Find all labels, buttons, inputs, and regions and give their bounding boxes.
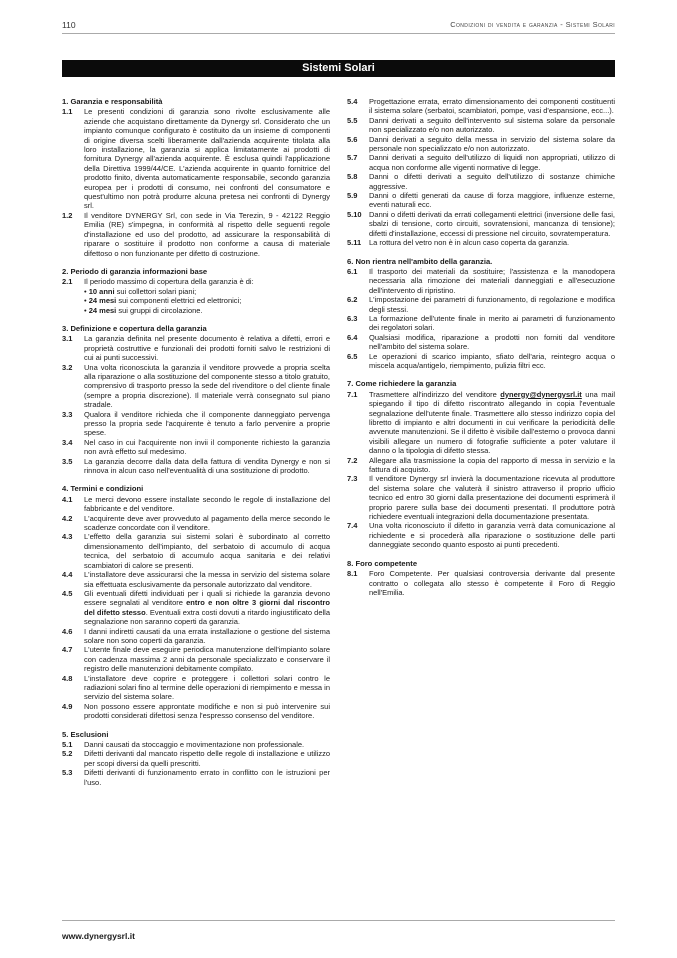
section-heading: 1. Garanzia e responsabilità bbox=[62, 97, 163, 106]
clause-number: 5.4 bbox=[347, 97, 358, 106]
clause-text: Il trasporto dei materiali da sostituire; l'assistenza e la manodopera necessaria alla rimozione dei materiali danneggiati e all'esecuzione dell'intervento di ripristino. bbox=[369, 266, 615, 295]
page-title: Sistemi Solari bbox=[302, 62, 375, 74]
clause-number: 7.4 bbox=[347, 521, 358, 531]
bullet-item: • 24 mesi sui componenti elettrici ed elettronici; bbox=[84, 296, 242, 306]
bullet-term: 24 mesi bbox=[88, 305, 117, 315]
clause-number: 5.2 bbox=[62, 749, 73, 759]
clause-number: 4.5 bbox=[62, 588, 73, 598]
clause-4.2 bbox=[62, 514, 330, 533]
clause-text: Danni o difetti derivati a seguito dell'utilizzo di sostanze chimiche aggressive. bbox=[369, 172, 615, 191]
clause-text: Le operazioni di scarico impianto, sfiato dell'aria, reintegro acqua o miscela acqua/antigelo, riempimento, pulizia filtri ecc. bbox=[369, 351, 615, 370]
clause-number: 3.3 bbox=[62, 409, 73, 419]
clause-text: Danni o difetti generati da cause di forza maggiore, influenze esterne, eventi naturali ecc. bbox=[369, 191, 615, 210]
clause-3.5 bbox=[62, 457, 330, 476]
clause-text: Non possono essere approntate modifiche e non si può intervenire sui prodotti considerati difettosi senza l'espresso consenso del venditore. bbox=[84, 701, 330, 721]
clause-5.1 bbox=[62, 740, 330, 749]
column-2 bbox=[347, 97, 615, 597]
clause-number: 6.3 bbox=[347, 313, 358, 323]
section-heading: 7. Come richiedere la garanzia bbox=[347, 379, 457, 389]
clause-text: Qualora il venditore richieda che il componente danneggiato pervenga presso la propria sede l'acquirente è tenuto a farlo pervenire a proprie spese. bbox=[84, 409, 330, 438]
clause-4.9 bbox=[62, 702, 330, 721]
clause-4.3 bbox=[62, 532, 330, 570]
clause-number: 6.1 bbox=[347, 266, 358, 276]
clause-6.5 bbox=[347, 352, 615, 371]
clause-3.3 bbox=[62, 410, 330, 438]
email-link[interactable]: dynergy@dynergysrl.it bbox=[500, 389, 582, 399]
clause-3.2 bbox=[62, 363, 330, 410]
clause-number: 6.2 bbox=[347, 295, 358, 305]
clause-number: 5.5 bbox=[347, 115, 358, 125]
clause-2.1 bbox=[62, 277, 330, 315]
clause-text: Danni derivati a seguito dell'intervento sul sistema solare da personale non specializzato e/o non autorizzato. bbox=[369, 115, 615, 135]
clause-1.2 bbox=[62, 211, 330, 258]
clause-5.4 bbox=[347, 97, 615, 116]
running-header-title: Condizioni di vendita e garanzia - Sistemi Solari bbox=[450, 20, 615, 29]
clause-number: 3.2 bbox=[62, 362, 73, 372]
section-heading: 6. Non rientra nell'ambito della garanzia. bbox=[347, 256, 493, 266]
clause-text: Danni derivati a seguito dell'utilizzo di liquidi non appropriati, utilizzo di acqua non conforme alle vigenti normative di legge. bbox=[369, 153, 615, 172]
clause-1.1 bbox=[62, 107, 330, 210]
clause-number: 5.3 bbox=[62, 768, 73, 778]
clause-text: La garanzia decorre dalla data della fattura di vendita Dynergy e non si rinnova in alcun caso nell'eventualità di una sostituzione di prodotto. bbox=[84, 456, 330, 476]
clause-7.2 bbox=[347, 456, 615, 475]
clause-number: 4.8 bbox=[62, 673, 73, 683]
clause-number: 6.5 bbox=[347, 351, 358, 361]
clause-7.3 bbox=[347, 474, 615, 521]
clause-number: 5.6 bbox=[347, 134, 358, 144]
clause-text: La formazione dell'utente finale in merito ai parametri di funzionamento dei regolatori solari. bbox=[369, 313, 615, 333]
clause-3.1 bbox=[62, 334, 330, 362]
clause-text: Foro Competente. Per qualsiasi controversia derivante dal presente contratto o collegata allo stesso è competente il Foro di Reggio nell'Emilia. bbox=[369, 569, 615, 597]
bullet-item: • 10 anni sui collettori solari piani; bbox=[84, 286, 197, 296]
clause-5.8 bbox=[347, 172, 615, 191]
clause-number: 4.1 bbox=[62, 494, 73, 504]
clause-text: Gli eventuali difetti individuati per i quali si richiede la garanzia devono essere segnalati al venditore entro e non oltre 3 giorni dal riscontro del difetto stesso. Eventuali extra costi dovuti a ritardo ingiustificato della segnalazione non saranno coperti da garanzia. bbox=[84, 588, 330, 627]
clause-number: 1.2 bbox=[62, 210, 73, 220]
clause-number: 5.10 bbox=[347, 209, 362, 219]
clause-number: 2.1 bbox=[62, 277, 73, 287]
clause-7.4 bbox=[347, 521, 615, 549]
bullet-term: 24 mesi bbox=[88, 296, 117, 306]
clause-text: L'installatore deve assicurarsi che la messa in servizio del sistema solare sia effettuata esclusivamente da personale autorizzato dal venditore. bbox=[84, 570, 330, 589]
clause-number: 3.4 bbox=[62, 437, 73, 447]
bullet-term: 10 anni bbox=[88, 286, 115, 296]
page-footer bbox=[62, 920, 615, 944]
clause-6.2 bbox=[347, 295, 615, 314]
emphasized-text: entro e non oltre 3 giorni dal riscontro del difetto stesso bbox=[84, 598, 330, 617]
clause-6.1 bbox=[347, 267, 615, 295]
clause-6.4 bbox=[347, 333, 615, 352]
clause-4.8 bbox=[62, 674, 330, 702]
clause-text: Il venditore Dynergy srl invierà la documentazione ricevuta al produttore del sistema solare che valuterà il sinistro attraverso il proprio ufficio tecnico ed entro 30 giorni dalla presentazione dei documenti esprimerà il proprio parere sulla base dei documenti presentati. Il produttore potrà richiedere eventuali integrazioni della documentazione presentata. bbox=[369, 474, 615, 522]
clause-7.1 bbox=[347, 390, 615, 456]
clause-number: 3.5 bbox=[62, 456, 73, 466]
clause-text: Le merci devono essere installate secondo le regole di installazione del fabbricante e del venditore. bbox=[84, 494, 330, 514]
clause-4.5 bbox=[62, 589, 330, 627]
clause-text: Difetti derivanti dal mancato rispetto delle regole di installazione e utilizzo per scopi diversi da quelli prescritti. bbox=[84, 749, 330, 768]
clause-number: 4.4 bbox=[62, 570, 73, 580]
clause-4.7 bbox=[62, 645, 330, 673]
clause-number: 4.6 bbox=[62, 626, 73, 636]
clause-text: La garanzia definita nel presente documento è relativa a difetti, errori e proprietà costruttive e funzionali dei prodotti forniti salvo le restrizioni di cui ai punti successivi. bbox=[84, 334, 330, 363]
clause-text: Le presenti condizioni di garanzia sono rivolte esclusivamente alle aziende che acquistano direttamente da Dynergy srl. Considerato che un impianto comunque configurato è costituito da un insieme di componenti di origine diversa scelti liberamente dall'azienda acquirente titolata alla loro installazione, la garanzia si applica limitatamente ai prodotti di fornitura Dynergy all'azienda acquirente. È esclusa quindi l'applicazione della Direttiva 1999/44/CE. L'azienda acquirente in quanto fornitrice del prodotto finito, diventa automaticamente responsabile, secondo garanzia europea per i prodotti di consumo, nei confronti del consumatore e quest'ultimo non potrà produrre alcuna pretesa nei confronti di Dynergy srl. bbox=[84, 107, 330, 211]
section-heading: 3. Definizione e copertura della garanzia bbox=[62, 323, 207, 333]
header-rule bbox=[62, 33, 615, 34]
clause-text: L'effetto della garanzia sui sistemi solari è subordinato al corretto dimensionamento dell'impianto, del serbatoio di accumulo di acqua tecnica, del serbatoio di accumulo acqua sanitaria e dei relativi scambiatori di calore se presenti. bbox=[84, 532, 330, 570]
clause-text: Progettazione errata, errato dimensionamento dei componenti costituenti il sistema solare (serbatoi, scambiatori, pompe, vasi d'espansione, ecc...). bbox=[369, 97, 615, 116]
clause-3.4 bbox=[62, 438, 330, 457]
running-header bbox=[62, 20, 615, 30]
clause-number: 7.3 bbox=[347, 474, 358, 484]
clause-text: Il venditore DYNERGY Srl, con sede in Via Terezin, 9 - 42122 Reggio Emilia (RE) s'impegna, in conformità al rispetto delle seguenti regole d'installazione ed uso del prodotto, ad assicurare la responsabilità di riparare o sostituire il prodotto non conforme a causa di materiale difettoso o non funzionante per difetto di costruzione. bbox=[84, 210, 330, 258]
clause-text: Nel caso in cui l'acquirente non invii il componente richiesto la garanzia non avrà effetto sul medesimo. bbox=[84, 437, 330, 457]
clause-text: Trasmettere all'indirizzo del venditore dynergy@dynergysrl.it una mail spiegando il tipo di difetto riscontrato allegando in copia l'eventuale segnalazione dell'utente finale. Trasmettere allo stesso indirizzo copia del libretto di impianto e altri documenti in cui verificare la periodicità delle avvenute manutenzioni. Se il difetto è visibile dall'esterno o provoca danni visibili allegare un numero di fotografie sufficiente a poter valutare il danno o la tipologia di difetto stessa. bbox=[369, 389, 615, 456]
clause-5.3 bbox=[62, 768, 330, 787]
clause-number: 7.2 bbox=[347, 455, 358, 465]
section-heading: 5. Esclusioni bbox=[62, 729, 109, 739]
footer-rule bbox=[62, 920, 615, 921]
clause-number: 4.9 bbox=[62, 701, 73, 711]
clause-text: Danni causati da stoccaggio e movimentazione non professionale. bbox=[84, 740, 305, 749]
clause-number: 6.4 bbox=[347, 332, 358, 342]
clause-text: Allegare alla trasmissione la copia del rapporto di messa in servizio e la fattura di acquisto. bbox=[369, 455, 615, 475]
title-banner bbox=[62, 60, 615, 77]
clause-text: Una volta riconosciuto il difetto in garanzia verrà data comunicazione al richiedente e si procederà alla riparazione o sostituzione delle parti danneggiate secondo quanto esposto ai punti precedenti. bbox=[369, 521, 615, 550]
clause-text: Difetti derivanti di funzionamento errato in conflitto con le istruzioni per l'uso. bbox=[84, 768, 330, 787]
content-columns bbox=[62, 97, 615, 920]
clause-text: Una volta riconosciuta la garanzia il venditore provvede a propria scelta alla riparazione o alla sostituzione del componente stesso a titolo gratuito, comprensivo di trasporto presso la sede del rivenditore o del cliente finale (sempre a propria discrezione). Il materiale verrà consegnato sul piano stradale. bbox=[84, 362, 330, 410]
clause-number: 5.7 bbox=[347, 153, 358, 163]
clause-text: L'utente finale deve eseguire periodica manutenzione dell'impianto solare con cadenza massima 2 anni da personale specializzato e conservare il registro delle manutenzioni debitamente compilato. bbox=[84, 645, 330, 674]
clause-text: Danni o difetti derivati da errati collegamenti elettrici (inversione delle fasi, sbalzi di tensione, corto circuiti, sovratensioni, mancanza di tensione); difetti d'installazione, eccessi di pressione nel circuito, sovratemperatura. bbox=[369, 209, 615, 238]
section-heading: 4. Termini e condizioni bbox=[62, 484, 144, 494]
clause-text: I danni indiretti causati da una errata installazione o gestione del sistema solare non sono coperti da garanzia. bbox=[84, 626, 330, 645]
clause-number: 5.8 bbox=[347, 172, 358, 182]
clause-4.1 bbox=[62, 495, 330, 514]
section-heading: 2. Periodo di garanzia informazioni base bbox=[62, 266, 208, 276]
clause-number: 7.1 bbox=[347, 389, 358, 399]
section-heading: 8. Foro competente bbox=[347, 558, 418, 568]
clause-8.1 bbox=[347, 569, 615, 597]
clause-5.2 bbox=[62, 749, 330, 768]
clause-number: 5.9 bbox=[347, 191, 358, 201]
clause-text: La rottura del vetro non è in alcun caso coperta da garanzia. bbox=[369, 238, 570, 248]
clause-5.10 bbox=[347, 210, 615, 238]
clause-text: Danni derivati a seguito della messa in servizio del sistema solare da personale non specializzato e/o non autorizzato. bbox=[369, 134, 615, 154]
clause-4.6 bbox=[62, 627, 330, 646]
column-1 bbox=[62, 97, 330, 787]
clause-number: 8.1 bbox=[347, 569, 358, 579]
clause-text: Il periodo massimo di copertura della garanzia è di: • 10 anni sui collettori solari piani; • 24 mesi sui componenti elettrici ed elettronici; • 24 mesi sui gruppi di circolazione. bbox=[84, 277, 330, 315]
footer-url[interactable]: www.dynergysrl.it bbox=[62, 931, 135, 941]
clause-text: L'installatore deve coprire e proteggere i collettori solari contro le radiazioni solari fino al termine delle operazioni di riempimento e messa in servizio del sistema solare. bbox=[84, 673, 330, 702]
clause-number: 4.2 bbox=[62, 513, 73, 523]
clause-number: 3.1 bbox=[62, 334, 73, 344]
clause-number: 4.7 bbox=[62, 645, 73, 655]
clause-text: L'impostazione dei parametri di funzionamento, di regolazione e modifica degli stessi. bbox=[369, 295, 615, 314]
clause-5.7 bbox=[347, 153, 615, 172]
clause-5.9 bbox=[347, 191, 615, 210]
page-number: 110 bbox=[62, 20, 76, 30]
clause-number: 1.1 bbox=[62, 107, 73, 117]
clause-5.11 bbox=[347, 238, 615, 247]
clause-5.6 bbox=[347, 135, 615, 154]
clause-6.3 bbox=[347, 314, 615, 333]
clause-text: L'acquirente deve aver provveduto al pagamento della merce secondo le scadenze concordate con il venditore. bbox=[84, 513, 330, 533]
bullet-item: • 24 mesi sui gruppi di circolazione. bbox=[84, 305, 203, 315]
clause-number: 5.11 bbox=[347, 238, 362, 248]
clause-number: 5.1 bbox=[62, 740, 73, 749]
clause-5.5 bbox=[347, 116, 615, 135]
clause-number: 4.3 bbox=[62, 532, 73, 542]
clause-4.4 bbox=[62, 570, 330, 589]
clause-text: Qualsiasi modifica, riparazione a prodotti non forniti dal venditore nell'ambito del sistema solare. bbox=[369, 332, 615, 352]
